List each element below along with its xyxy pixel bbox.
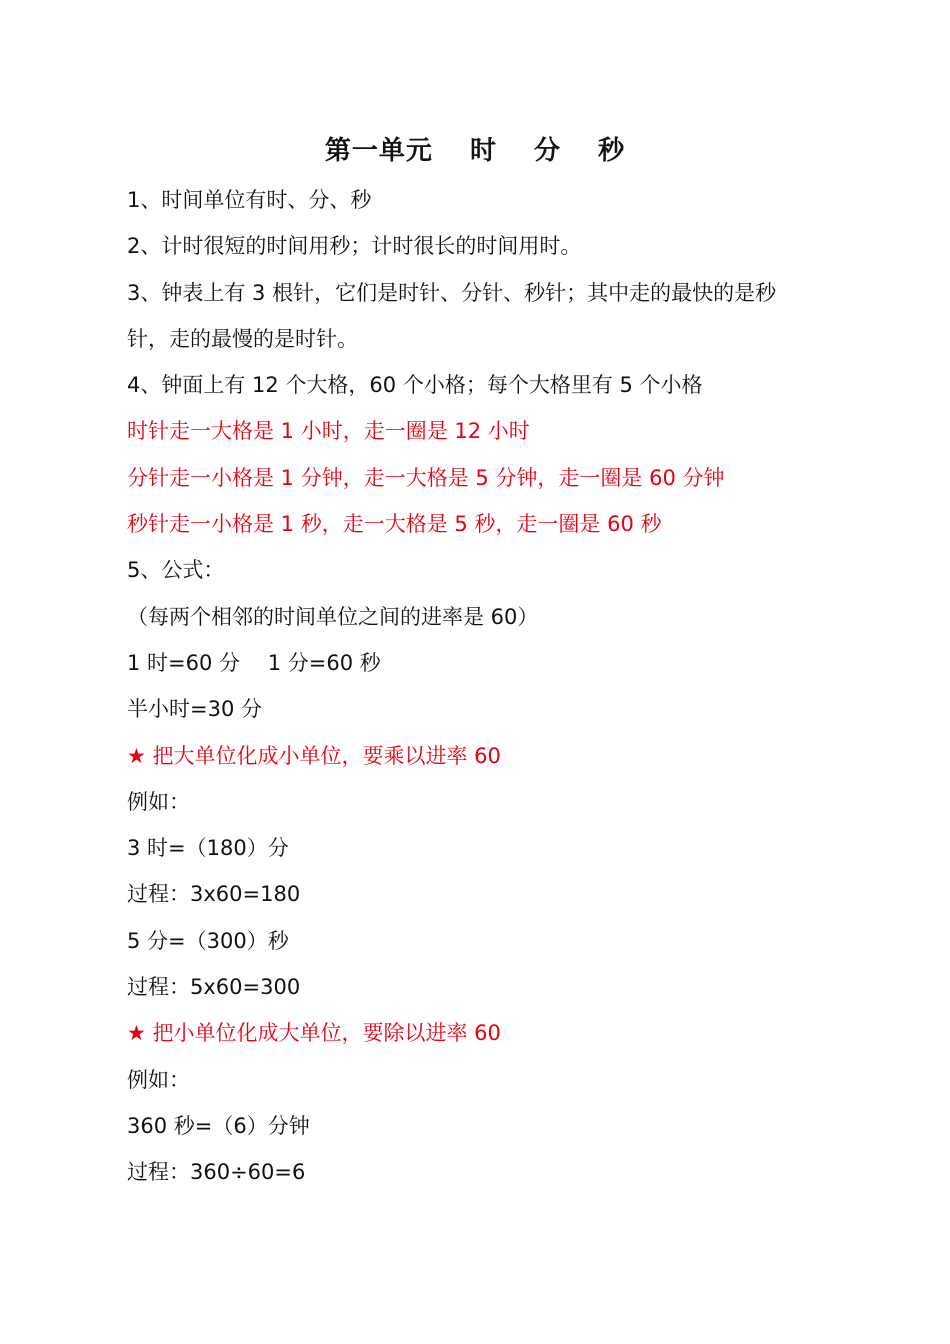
text-line: 例如： — [127, 789, 190, 814]
text-line: 针，走的最慢的是时针。 — [127, 326, 358, 351]
text-line: 5 分=（300）秒 — [127, 928, 289, 953]
text-line: 1、时间单位有时、分、秒 — [127, 188, 372, 212]
text-line: 半小时=30 分 — [127, 697, 262, 722]
text-line: 分针走一小格是 1 分钟，走一大格是 5 分钟，走一圈是 60 分钟 — [127, 465, 725, 490]
text-line: ★ 把大单位化成小单位，要乘以进率 60 — [127, 743, 501, 768]
content-lines — [127, 182, 827, 1201]
text-line: 时针走一大格是 1 小时，走一圈是 12 小时 — [127, 419, 530, 444]
text-line: 秒针走一小格是 1 秒，走一大格是 5 秒，走一圈是 60 秒 — [127, 512, 662, 537]
text-line: （每两个相邻的时间单位之间的进率是 60） — [127, 604, 539, 629]
text-line: 3 时=（180）分 — [127, 836, 289, 861]
text-line: 过程：5x60=300 — [127, 975, 301, 1000]
text-line: 4、钟面上有 12 个大格，60 个小格；每个大格里有 5 个小格 — [127, 373, 703, 398]
text-line: 1 时=60 分 1 分=60 秒 — [127, 650, 381, 675]
text-line: 例如： — [127, 1067, 190, 1092]
text-line: 过程：360÷60=6 — [127, 1160, 306, 1185]
text-line: 过程：3x60=180 — [127, 882, 301, 907]
text-line: 2、计时很短的时间用秒；计时很长的时间用时。 — [127, 234, 582, 259]
text-line: ★ 把小单位化成大单位，要除以进率 60 — [127, 1021, 501, 1046]
text-line: 3、钟表上有 3 根针，它们是时针、分针、秒针；其中走的最快的是秒 — [127, 280, 777, 305]
text-line: 360 秒=（6）分钟 — [127, 1113, 310, 1138]
text-line: 5、公式： — [127, 558, 225, 583]
page-title: 第一单元 时 分 秒 — [324, 136, 626, 166]
